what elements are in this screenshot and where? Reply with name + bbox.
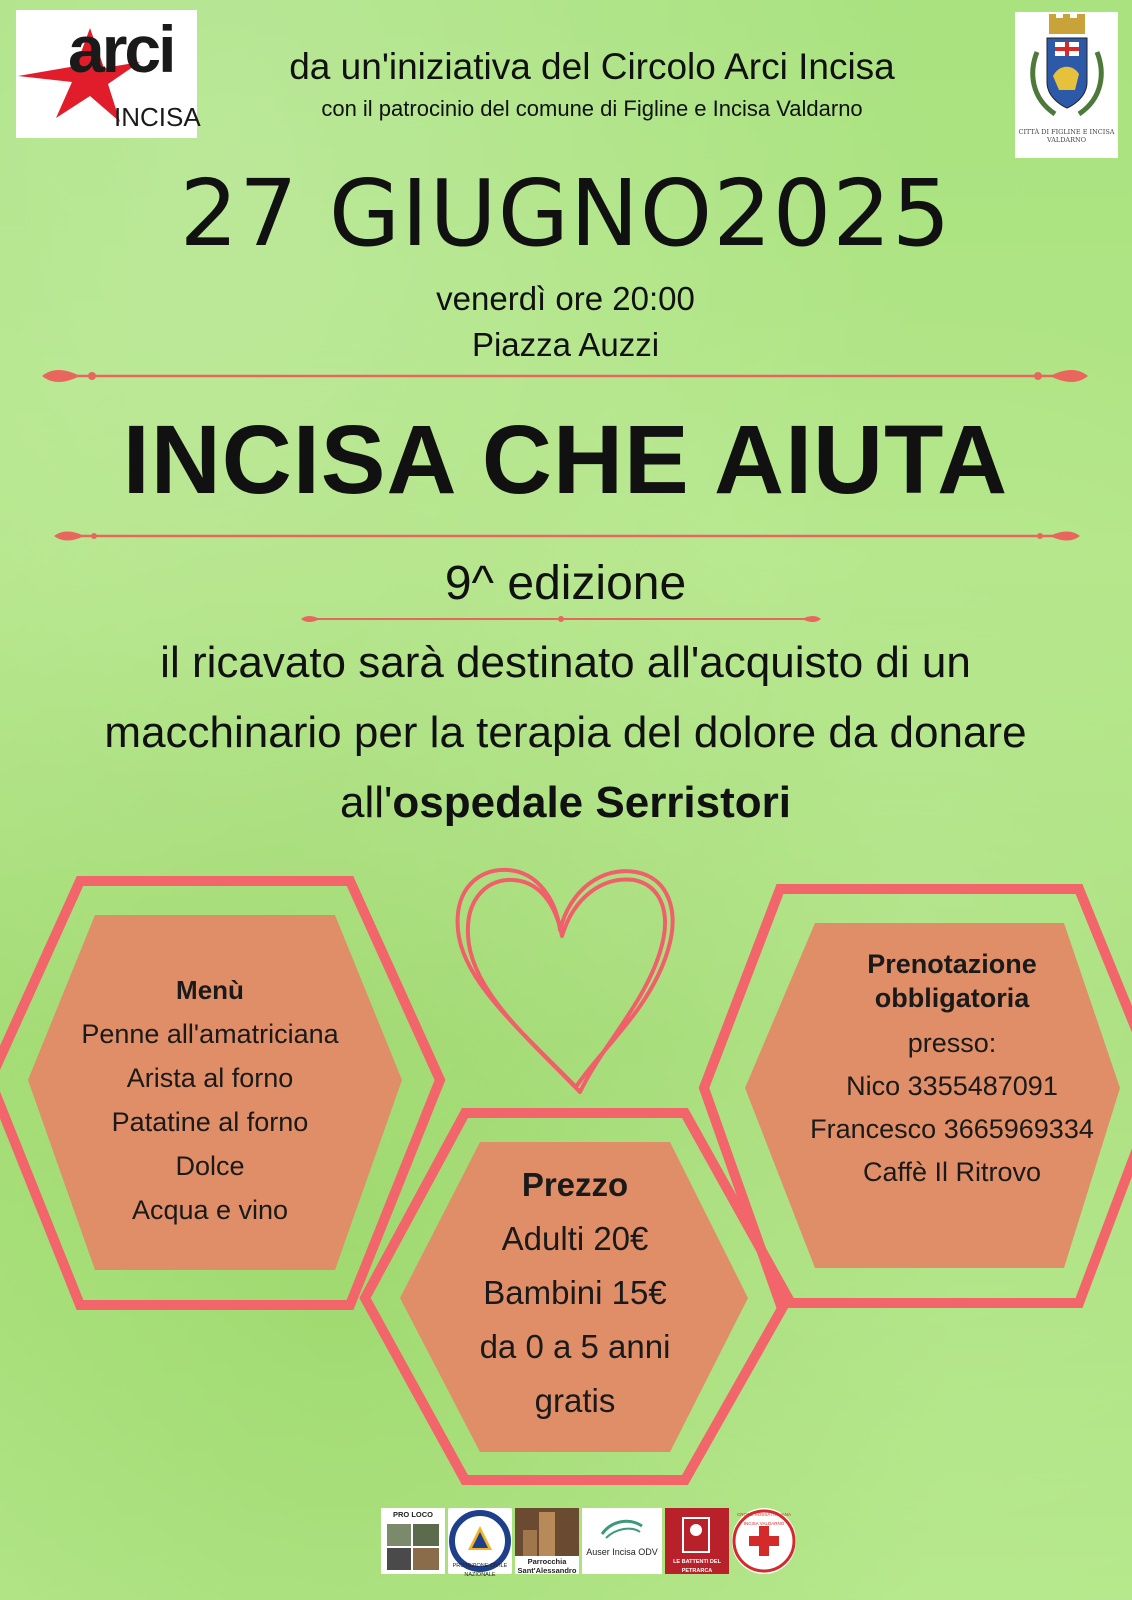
header-patronage-line: con il patrocinio del comune di Figline e Incisa Valdarno: [321, 96, 863, 121]
purpose-line-1: il ricavato sarà destinato all'acquisto di un: [160, 638, 971, 687]
menu-item: Arista al forno: [126, 1063, 294, 1093]
parrocchia-logo: Parrocchia Sant'Alessandro: [515, 1508, 579, 1574]
heart-icon: [458, 870, 673, 1092]
auser-logo: Auser Incisa ODV: [582, 1508, 662, 1574]
menu-item: Dolce: [175, 1151, 245, 1181]
menu-item: Acqua e vino: [131, 1195, 289, 1225]
event-time: venerdì ore 20:00: [436, 280, 695, 317]
battenti-petrarca-logo: LE BATTENTI DEL PETRARCA: [665, 1508, 729, 1574]
arci-logo-subtitle: INCISA: [114, 102, 201, 132]
event-place: Piazza Auzzi: [471, 326, 660, 363]
booking-line: Nico 3355487091: [846, 1071, 1058, 1101]
booking-title-line2: obbligatoria: [874, 983, 1030, 1013]
edition-label: 9^ edizione: [444, 557, 687, 610]
menu-item: Patatine al forno: [111, 1107, 309, 1137]
booking-line: presso:: [907, 1028, 997, 1058]
price-line: da 0 a 5 anni: [479, 1328, 671, 1365]
top-divider: [40, 366, 1090, 386]
event-date: 27 GIUGNO2025: [179, 160, 952, 267]
booking-line: Caffè Il Ritrovo: [862, 1157, 1042, 1187]
price-line: gratis: [534, 1382, 616, 1419]
comune-logo-caption: CITTÀ DI FIGLINE E INCISA VALDARNO: [1018, 128, 1115, 144]
protezione-civile-logo: PROTEZIONE CIVILE NAZIONALE: [448, 1508, 512, 1574]
comune-crest-logo: [1015, 12, 1118, 158]
price-box: [420, 1158, 730, 1428]
booking-title-line1: Prenotazione: [867, 949, 1037, 979]
sponsor-logos-strip: [381, 1508, 796, 1578]
menu-box: [30, 968, 390, 1232]
event-title: INCISA CHE AIUTA: [122, 405, 1009, 514]
purpose-line-2: macchinario per la terapia del dolore da donare: [104, 708, 1027, 757]
price-line: Adulti 20€: [501, 1220, 649, 1257]
proloco-logo: PRO LOCO: [381, 1508, 445, 1574]
purpose-line-3: [0, 768, 1131, 838]
price-title: Prezzo: [521, 1166, 629, 1203]
arci-logo-word: arci: [68, 12, 174, 86]
booking-line: Francesco 3665969334: [810, 1114, 1094, 1144]
booking-box: [772, 948, 1132, 1194]
hospital-name: ospedale Serristori: [392, 778, 792, 827]
price-line: Bambini 15€: [483, 1274, 667, 1311]
edition-divider: [300, 613, 822, 625]
purpose-prefix: all': [339, 778, 393, 827]
city-crest-icon: [1015, 12, 1118, 128]
arci-incisa-logo: [16, 10, 201, 138]
purpose-paragraph: [0, 628, 1131, 838]
title-underline-divider: [52, 528, 1082, 544]
menu-title: Menù: [176, 975, 244, 1005]
header-initiative-line: da un'iniziativa del Circolo Arci Incisa: [289, 46, 895, 87]
croce-rossa-logo: CROCE ROSSA ITALIANA INCISA VALDARNO: [732, 1508, 796, 1574]
menu-item: Penne all'amatriciana: [81, 1019, 339, 1049]
